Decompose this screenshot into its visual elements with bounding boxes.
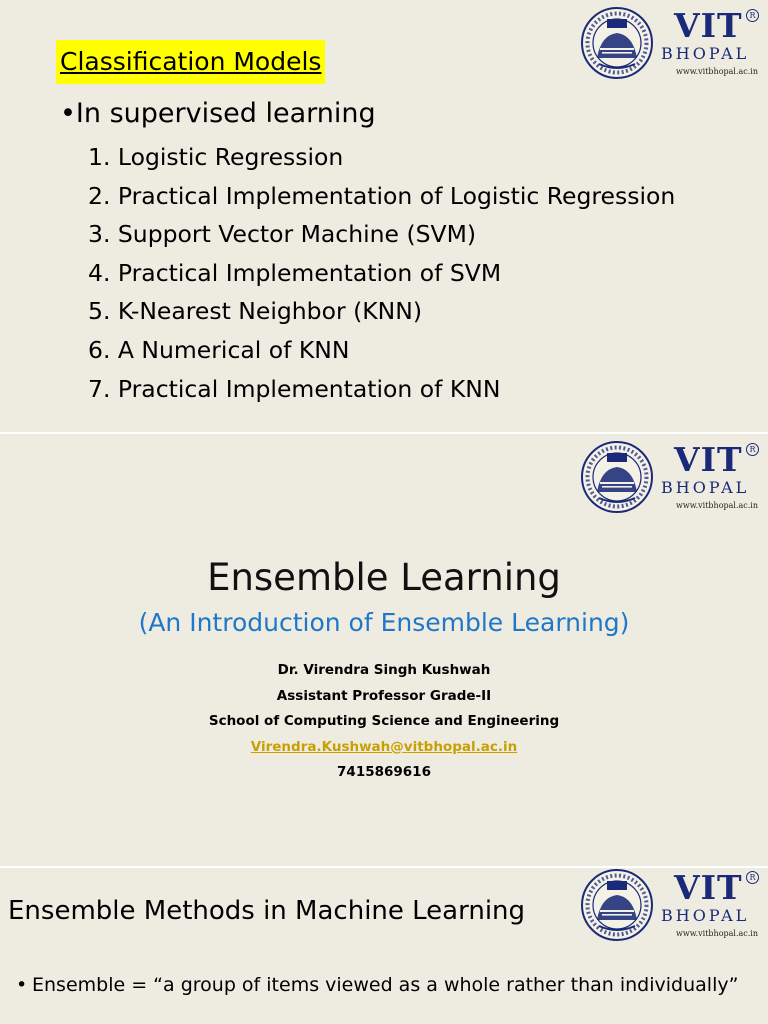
vit-bhopal-logo xyxy=(580,6,768,82)
slide-title: Ensemble Methods in Machine Learning xyxy=(8,896,526,926)
list-item: 4. Practical Implementation of SVM xyxy=(88,258,502,287)
registered-mark: R xyxy=(746,443,759,456)
bullet-text: Ensemble = “a group of items viewed as a whole rather than individually” xyxy=(32,974,739,996)
logo-website-text: www.vitbhopal.ac.in xyxy=(676,501,759,510)
bullet-text: •In supervised learning xyxy=(60,98,376,129)
registered-mark: R xyxy=(746,871,759,884)
logo-vit-text: VIT xyxy=(674,868,743,907)
logo-bhopal-text: BHOPAL xyxy=(661,906,750,925)
university-seal-icon xyxy=(580,6,654,80)
author-designation: Assistant Professor Grade-II xyxy=(276,687,492,704)
logo-vit-text: VIT xyxy=(674,6,743,45)
bullet-item xyxy=(16,972,756,999)
registered-mark: R xyxy=(746,9,759,22)
author-name: Dr. Virendra Singh Kushwah xyxy=(277,662,491,678)
slide-subtitle: (An Introduction of Ensemble Learning) xyxy=(138,608,630,637)
slide-ensemble-learning-title xyxy=(0,434,768,866)
logo-website-text: www.vitbhopal.ac.in xyxy=(676,929,759,938)
author-email-link[interactable]: Virendra.Kushwah@vitbhopal.ac.in xyxy=(250,738,518,755)
list-item: 5. K-Nearest Neighbor (KNN) xyxy=(88,297,422,326)
topic-list xyxy=(88,138,675,408)
list-item: 3. Support Vector Machine (SVM) xyxy=(88,220,477,249)
logo-vit-text: VIT xyxy=(674,440,743,479)
logo-bhopal-text: BHOPAL xyxy=(661,44,750,63)
author-info xyxy=(0,658,768,786)
vit-bhopal-logo xyxy=(580,868,768,944)
university-seal-icon xyxy=(580,868,654,942)
logo-website-text: www.vitbhopal.ac.in xyxy=(676,67,759,76)
slide-classification-models xyxy=(0,0,768,432)
author-school: School of Computing Science and Engineering xyxy=(208,713,560,729)
university-seal-icon xyxy=(580,440,654,514)
list-item: 7. Practical Implementation of KNN xyxy=(88,374,501,403)
list-item: 1. Logistic Regression xyxy=(88,143,344,171)
bullet-mark: • xyxy=(16,974,28,996)
slide-ensemble-methods xyxy=(0,868,768,1024)
slide-title: Classification Models xyxy=(56,40,325,84)
vit-bhopal-logo xyxy=(580,440,768,516)
list-item: 6. A Numerical of KNN xyxy=(88,335,350,364)
author-phone: 7415869616 xyxy=(337,764,431,780)
logo-bhopal-text: BHOPAL xyxy=(661,478,750,497)
slide-title: Ensemble Learning xyxy=(207,556,561,599)
list-item: 2. Practical Implementation of Logistic Regression xyxy=(88,181,676,210)
